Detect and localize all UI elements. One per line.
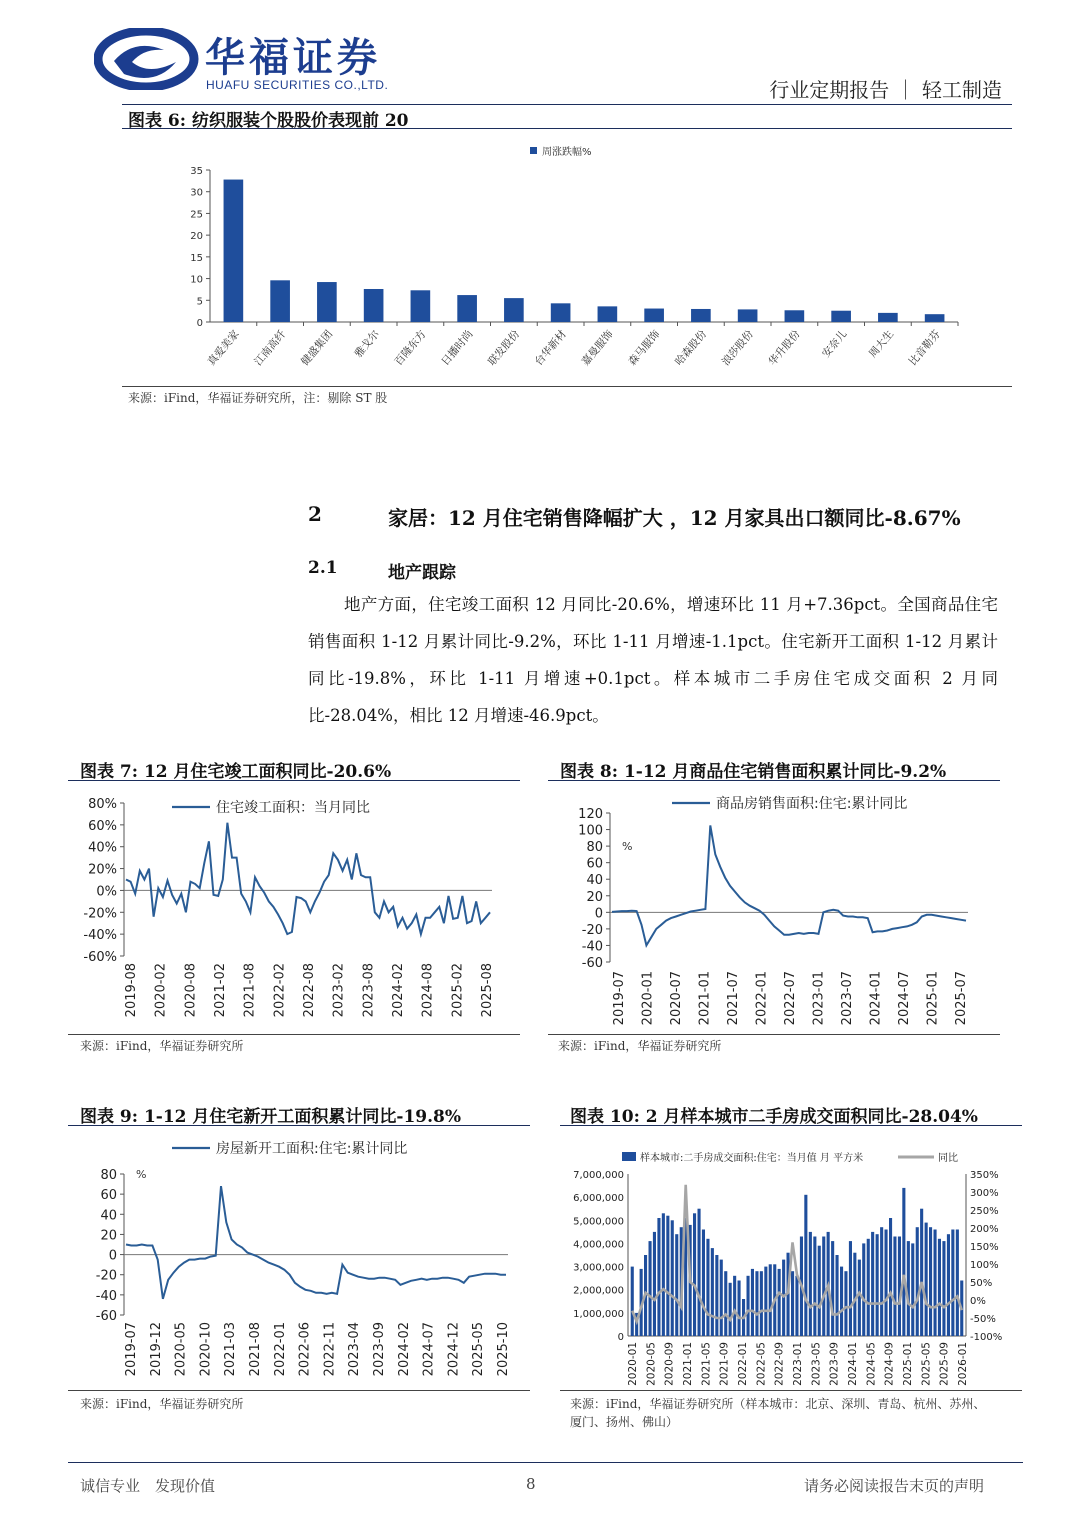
- fig10-bar: [795, 1276, 798, 1336]
- fig8svg-x-tick-label: 2025-07: [954, 971, 969, 1026]
- fig6-source: 来源：iFind，华福证券研究所，注：剔除 ST 股: [128, 391, 388, 405]
- fig8-source: 来源：iFind，华福证券研究所: [558, 1039, 722, 1053]
- fig10-bar: [885, 1230, 888, 1337]
- fig10-bar: [938, 1239, 941, 1336]
- fig10-bar: [653, 1232, 656, 1336]
- fig10-rule: [560, 1125, 1022, 1126]
- fig8svg-y-tick-label: 0: [594, 906, 603, 922]
- fig10-bar: [840, 1267, 843, 1336]
- fig9-title: 图表 9: 1-12 月住宅新开工面积累计同比-19.8%: [80, 1107, 462, 1127]
- fig6-x-tick-label: 安奈儿: [819, 328, 850, 361]
- fig8svg-legend-label: 商品房销售面积:住宅:累计同比: [716, 796, 908, 812]
- fig10-title: 图表 10: 2 月样本城市二手房成交面积同比-28.04%: [570, 1107, 978, 1127]
- fig10-x-tick-label: 2020-09: [663, 1342, 676, 1386]
- fig10-y-tick-label-right: 300%: [970, 1188, 999, 1199]
- page-number: 8: [526, 1475, 536, 1493]
- fig10-bar: [809, 1232, 812, 1336]
- fig10-y-tick-label-left: 0: [617, 1332, 624, 1343]
- fig6-x-tick-label: 联发股份: [485, 328, 523, 369]
- fig10-y-tick-label-right: 150%: [970, 1242, 999, 1253]
- fig8-title: 图表 8: 1-12 月商品住宅销售面积累计同比-9.2%: [560, 762, 947, 782]
- fig10-y-tick-label-right: 0%: [970, 1296, 986, 1307]
- body-paragraph: 地产方面，住宅竣工面积 12 月同比-20.6%，增速环比 11 月+7.36pct。全国商品住宅销售面积 1-12 月累计同比-9.2%，环比 1-11 月增速-1.1pct。住宅新开工面积 1-12 月累计同比-19.8%，环比 1-11 月增速+0.1pct。样本城市二手房住宅成交面积 2 月同比-28.04%，相比 12 月增速-46.9pct。: [308, 595, 998, 725]
- fig9-bottom-rule: [68, 1390, 530, 1391]
- fig6-bar: [551, 303, 571, 322]
- fig10-bar: [764, 1267, 767, 1336]
- fig10-bar: [698, 1209, 701, 1336]
- fig10-bar: [818, 1246, 821, 1336]
- fig10-x-tick-label: 2023-05: [810, 1342, 823, 1386]
- subsection-title: 地产跟踪: [388, 563, 456, 583]
- fig9svg-y-tick-label: 40: [100, 1208, 117, 1224]
- fig10-bar: [858, 1260, 861, 1336]
- fig6-bar: [504, 298, 524, 322]
- fig7svg-y-tick-label: 60%: [88, 818, 117, 834]
- fig9svg-x-tick-label: 2022-06: [297, 1322, 313, 1377]
- fig10-bar: [911, 1243, 914, 1336]
- fig6-bar: [738, 309, 758, 322]
- fig7svg-x-tick-label: 2021-02: [213, 963, 228, 1018]
- fig10-x-tick-label: 2025-09: [938, 1342, 951, 1386]
- fig7svg-x-tick-label: 2023-02: [331, 963, 347, 1018]
- fig8-chart: [548, 785, 1000, 1033]
- fig9svg-y-tick-label: 80: [100, 1168, 117, 1183]
- fig10-bar: [822, 1237, 825, 1337]
- fig10-bar: [920, 1209, 923, 1336]
- fig8svg-y-tick-label: 100: [578, 823, 603, 839]
- fig10-bar: [804, 1195, 807, 1336]
- fig7-rule: [68, 780, 520, 781]
- fig10-bar: [706, 1239, 709, 1336]
- fig10-bar: [631, 1267, 634, 1336]
- fig10-bar: [871, 1232, 874, 1336]
- fig10-legend-line-label: 同比: [938, 1153, 958, 1164]
- footer-rule: [68, 1462, 1023, 1463]
- fig10-x-tick-label: 2020-05: [645, 1342, 658, 1386]
- fig6-legend-label: 周涨跌幅%: [542, 147, 592, 158]
- fig10-bar: [929, 1227, 932, 1336]
- fig10-bar: [867, 1239, 870, 1336]
- fig10-y-tick-label-left: 7,000,000: [573, 1170, 624, 1181]
- fig6-bar: [598, 306, 618, 322]
- fig9svg-x-tick-label: 2023-04: [347, 1322, 363, 1377]
- fig7svg-y-tick-label: -40%: [83, 928, 117, 944]
- fig10-x-tick-label: 2024-01: [847, 1342, 859, 1386]
- fig8-bottom-rule: [548, 1034, 1000, 1035]
- fig10-bar: [751, 1269, 754, 1336]
- fig7svg-legend-label: 住宅竣工面积：当月同比: [216, 800, 370, 816]
- fig6-bar: [411, 290, 431, 322]
- fig10-bar: [649, 1241, 652, 1336]
- fig6-legend-swatch: [530, 147, 537, 154]
- fig7svg-y-tick-label: -20%: [83, 906, 117, 922]
- fig10-bar: [956, 1230, 959, 1337]
- fig10-bar: [951, 1230, 954, 1337]
- fig9-source: 来源：iFind，华福证券研究所: [80, 1397, 244, 1411]
- fig7-chart: [68, 785, 520, 1033]
- fig9svg-y-tick-label: -60: [95, 1309, 117, 1324]
- fig6-x-tick-label: 日播时尚: [439, 328, 476, 369]
- fig9svg-x-tick-label: 2025-05: [471, 1322, 487, 1377]
- fig8svg-y-tick-label: 40: [586, 873, 603, 889]
- fig10-x-tick-label: 2023-09: [828, 1342, 841, 1386]
- fig10-bar: [666, 1216, 669, 1336]
- fig6-x-tick-label: 百隆东方: [392, 328, 429, 369]
- fig6-x-tick-label: 哈森股份: [672, 328, 710, 369]
- fig10-bar: [889, 1218, 892, 1336]
- fig7svg-x-tick-label: 2022-08: [302, 963, 317, 1018]
- fig6-bar: [270, 280, 290, 322]
- fig10-y-tick-label-right: 50%: [970, 1278, 993, 1289]
- fig8-rule: [548, 780, 1000, 781]
- fig10-source-line2: 厦门、扬州、佛山）: [570, 1415, 679, 1429]
- fig9svg-y-tick-label: -20: [95, 1268, 117, 1284]
- company-logo: [94, 28, 199, 90]
- fig10-bar: [893, 1237, 896, 1337]
- fig10-bar: [733, 1276, 736, 1336]
- fig7svg-y-tick-label: 80%: [88, 797, 117, 812]
- fig6-y-tick-label: 0: [196, 318, 203, 329]
- report-type: 行业定期报告 ｜ 轻工制造: [769, 78, 1002, 102]
- fig9svg-x-tick-label: 2020-10: [198, 1322, 214, 1377]
- fig10-bar: [947, 1234, 950, 1336]
- fig10-bar: [876, 1234, 879, 1336]
- fig7svg-y-tick-label: -60%: [83, 950, 117, 965]
- fig6-bar: [785, 310, 805, 322]
- fig6-x-tick-label: 江南高纤: [252, 328, 289, 369]
- fig7svg-x-tick-label: 2025-02: [450, 963, 466, 1018]
- fig9svg-y-tick-label: 20: [100, 1228, 117, 1244]
- fig6-x-tick-label: 嘉曼服饰: [579, 328, 616, 369]
- fig10-bar: [844, 1271, 847, 1336]
- fig10-y-tick-label-left: 4,000,000: [573, 1239, 624, 1251]
- fig10-x-tick-label: 2020-01: [627, 1342, 639, 1386]
- fig6-bar: [317, 282, 337, 322]
- fig10-x-tick-label: 2026-01: [957, 1342, 969, 1386]
- fig9svg-x-tick-label: 2021-03: [223, 1322, 239, 1377]
- fig8svg-x-tick-label: 2025-01: [925, 971, 941, 1026]
- fig9svg-unit-label: %: [136, 1168, 147, 1181]
- fig10-bar: [769, 1264, 772, 1336]
- subsection-number: 2.1: [308, 558, 338, 578]
- fig7-title: 图表 7: 12 月住宅竣工面积同比-20.6%: [80, 762, 392, 782]
- fig9svg-x-tick-label: 2019-12: [148, 1322, 164, 1377]
- fig10-bar: [747, 1276, 750, 1336]
- fig9svg-x-tick-label: 2019-07: [124, 1322, 139, 1377]
- fig9svg-legend-label: 房屋新开工面积:住宅:累计同比: [216, 1141, 408, 1157]
- fig10-x-tick-label: 2022-01: [737, 1342, 749, 1386]
- fig8svg-x-tick-label: 2022-01: [754, 971, 770, 1026]
- fig10-x-tick-label: 2022-05: [755, 1342, 768, 1386]
- fig10-bar: [902, 1188, 905, 1336]
- fig10-bottom-rule: [560, 1390, 1022, 1391]
- fig8svg-x-tick-label: 2023-01: [811, 971, 827, 1026]
- fig10-y-tick-label-left: 3,000,000: [573, 1262, 624, 1274]
- fig9svg-x-tick-label: 2021-08: [248, 1322, 263, 1377]
- fig10-bar: [755, 1271, 758, 1336]
- fig10-chart: [560, 1142, 1022, 1388]
- fig10-bar: [862, 1243, 865, 1336]
- fig10-bar: [693, 1213, 696, 1336]
- fig10-bar: [729, 1283, 732, 1336]
- fig10-y-tick-label-left: 6,000,000: [573, 1193, 624, 1205]
- fig10-y-tick-label-right: 100%: [970, 1260, 999, 1271]
- section-number: 2: [308, 502, 322, 526]
- fig10-legend-bar-swatch: [622, 1152, 636, 1161]
- fig8svg-x-tick-label: 2022-07: [783, 971, 798, 1026]
- fig10-x-tick-label: 2021-01: [682, 1342, 694, 1386]
- fig8svg-y-tick-label: 120: [578, 807, 603, 822]
- logo-name-cn: 华福证券: [205, 35, 381, 81]
- fig9-chart: [68, 1130, 530, 1388]
- fig10-bar: [724, 1271, 727, 1336]
- fig8svg-y-tick-label: 20: [586, 889, 603, 905]
- fig10-bar: [849, 1241, 852, 1336]
- fig9svg-series-line: [126, 1186, 506, 1299]
- fig10-bar: [916, 1227, 919, 1336]
- fig6-x-tick-label: 健盛集团: [298, 328, 336, 369]
- fig10-bar: [791, 1271, 794, 1336]
- footer-disclaimer: 请务必阅读报告末页的声明: [803, 1477, 984, 1495]
- fig9svg-y-tick-label: -40: [95, 1288, 117, 1304]
- fig10-bar: [934, 1230, 937, 1337]
- fig10-bar: [925, 1223, 928, 1336]
- fig10-y-tick-label-left: 5,000,000: [573, 1216, 624, 1228]
- fig6-bar: [925, 314, 945, 322]
- fig8svg-y-tick-label: -20: [581, 922, 603, 938]
- fig8svg-series-line: [612, 825, 966, 945]
- fig6-rule: [122, 128, 1012, 129]
- fig10-bar: [671, 1220, 674, 1336]
- fig10-x-tick-label: 2025-01: [902, 1342, 914, 1386]
- fig9svg-x-tick-label: 2022-01: [272, 1322, 288, 1377]
- fig9svg-x-tick-label: 2023-09: [372, 1322, 387, 1377]
- fig10-x-tick-label: 2021-05: [700, 1342, 713, 1386]
- fig6-bottom-rule: [122, 386, 1012, 387]
- fig6-y-tick-label: 15: [190, 252, 203, 264]
- fig6-x-tick-label: 真爱美家: [205, 328, 242, 369]
- fig10-bar: [720, 1260, 723, 1336]
- fig6-y-tick-label: 5: [196, 296, 203, 308]
- fig10-y-tick-label-right: -50%: [970, 1314, 996, 1325]
- fig10-bar: [778, 1269, 781, 1336]
- fig9svg-y-tick-label: 60: [100, 1188, 117, 1204]
- fig8svg-y-tick-label: 60: [586, 856, 603, 872]
- fig6-y-tick-label: 35: [190, 166, 203, 177]
- fig8svg-x-tick-label: 2020-01: [640, 971, 656, 1026]
- fig10-y-tick-label-left: 1,000,000: [573, 1308, 624, 1320]
- fig9svg-y-tick-label: 0: [108, 1248, 117, 1264]
- fig10-bar: [853, 1253, 856, 1336]
- fig10-bar: [715, 1255, 718, 1336]
- fig6-title: 图表 6: 纺织服装个股股价表现前 20: [128, 111, 409, 131]
- fig7svg-x-tick-label: 2021-08: [242, 963, 258, 1018]
- fig10-y-tick-label-right: -100%: [970, 1332, 1003, 1343]
- fig10-bar: [711, 1248, 714, 1336]
- fig6-bar: [691, 309, 711, 322]
- fig10-bar: [831, 1241, 834, 1336]
- fig7svg-x-tick-label: 2020-02: [153, 963, 169, 1018]
- fig10-y-tick-label-right: 350%: [970, 1170, 999, 1181]
- fig6-bar: [457, 295, 477, 322]
- fig8svg-y-tick-label: -60: [581, 956, 603, 971]
- fig8svg-unit-label: %: [622, 840, 633, 854]
- fig10-bar: [836, 1255, 839, 1336]
- fig6-x-tick-label: 周大生: [866, 328, 897, 361]
- fig6-bar: [644, 309, 664, 322]
- fig6-bar: [224, 180, 244, 322]
- fig7svg-x-tick-label: 2024-08: [420, 963, 436, 1018]
- fig8svg-x-tick-label: 2019-07: [612, 971, 627, 1026]
- fig10-bar: [657, 1218, 660, 1336]
- fig9svg-x-tick-label: 2022-11: [322, 1322, 338, 1377]
- fig10-bar: [898, 1237, 901, 1337]
- fig6-y-tick-label: 20: [190, 231, 203, 243]
- fig6-x-tick-label: 华升股份: [766, 328, 803, 369]
- fig10-bar: [942, 1241, 945, 1336]
- fig7svg-x-tick-label: 2022-02: [272, 963, 288, 1018]
- section-title: 家居：12 月住宅销售降幅扩大 ，12 月家具出口额同比-8.67%: [388, 506, 961, 530]
- fig7svg-x-tick-label: 2019-08: [124, 963, 139, 1018]
- fig7svg-x-tick-label: 2023-08: [361, 963, 377, 1018]
- fig10-bar: [662, 1213, 665, 1336]
- fig10-bar: [813, 1237, 816, 1337]
- fig7svg-x-tick-label: 2024-02: [391, 963, 406, 1018]
- fig6-x-tick-label: 雅戈尔: [352, 328, 382, 361]
- fig6-x-tick-label: 比音勒芬: [906, 328, 943, 369]
- fig10-y-tick-label-left: 2,000,000: [573, 1285, 624, 1297]
- fig9svg-x-tick-label: 2020-05: [173, 1322, 189, 1377]
- fig6-x-tick-label: 浪莎股份: [719, 328, 756, 369]
- logo-name-en: HUAFU SECURITIES CO.,LTD.: [206, 78, 389, 92]
- fig10-bar: [738, 1281, 741, 1337]
- header-rule: [122, 104, 1012, 105]
- fig6-chart: [122, 135, 1012, 385]
- fig10-bar: [880, 1227, 883, 1336]
- fig9svg-x-tick-label: 2024-12: [446, 1322, 462, 1377]
- fig6-bar: [878, 313, 898, 322]
- fig6-y-tick-label: 25: [190, 209, 203, 221]
- fig10-x-tick-label: 2024-05: [865, 1342, 878, 1386]
- fig7svg-y-tick-label: 20%: [88, 862, 117, 878]
- fig6-bar: [831, 311, 851, 322]
- fig7svg-x-tick-label: 2020-08: [183, 963, 199, 1018]
- fig8svg-x-tick-label: 2021-07: [726, 971, 741, 1026]
- fig10-x-tick-label: 2022-09: [773, 1342, 786, 1386]
- fig7svg-series-line: [126, 823, 490, 934]
- fig10-x-tick-label: 2025-05: [920, 1342, 933, 1386]
- fig9svg-x-tick-label: 2024-02: [396, 1322, 412, 1377]
- fig9svg-x-tick-label: 2025-10: [496, 1322, 511, 1377]
- fig10-x-tick-label: 2023-01: [792, 1342, 804, 1386]
- fig10-bar: [702, 1230, 705, 1337]
- fig6-x-tick-label: 森马服饰: [626, 328, 663, 369]
- fig8svg-y-tick-label: 80: [586, 840, 603, 856]
- fig10-y-tick-label-right: 200%: [970, 1224, 999, 1235]
- fig8svg-x-tick-label: 2024-07: [897, 971, 912, 1026]
- fig6-y-tick-label: 30: [190, 187, 203, 199]
- fig8svg-x-tick-label: 2020-07: [669, 971, 684, 1026]
- fig7-source: 来源：iFind，华福证券研究所: [80, 1039, 244, 1053]
- fig9svg-x-tick-label: 2024-07: [421, 1322, 437, 1377]
- fig8svg-x-tick-label: 2024-01: [868, 971, 884, 1026]
- fig8svg-x-tick-label: 2023-07: [840, 971, 855, 1026]
- fig10-bar: [675, 1234, 678, 1336]
- fig10-x-tick-label: 2024-09: [883, 1342, 896, 1386]
- fig6-bar: [364, 289, 384, 322]
- fig10-legend-bar-label: 样本城市:二手房成交面积:住宅：当月值 月 平方米: [640, 1153, 864, 1164]
- fig7svg-y-tick-label: 0%: [96, 884, 117, 900]
- fig10-bar: [760, 1271, 763, 1336]
- fig7svg-x-tick-label: 2025-08: [480, 963, 495, 1018]
- fig7svg-y-tick-label: 40%: [88, 840, 117, 856]
- fig8svg-y-tick-label: -40: [581, 939, 603, 955]
- fig6-x-tick-label: 台华新材: [532, 328, 569, 369]
- fig10-source-line1: 来源：iFind，华福证券研究所（样本城市：北京、深圳、青岛、杭州、苏州、: [570, 1397, 986, 1411]
- fig6-y-tick-label: 10: [190, 274, 203, 286]
- fig8svg-x-tick-label: 2021-01: [697, 971, 713, 1026]
- fig10-x-tick-label: 2021-09: [718, 1342, 731, 1386]
- fig9-rule: [68, 1125, 530, 1126]
- fig10-y-tick-label-right: 250%: [970, 1206, 999, 1217]
- footer-slogan: 诚信专业 发现价值: [80, 1477, 216, 1495]
- fig7-bottom-rule: [68, 1034, 520, 1035]
